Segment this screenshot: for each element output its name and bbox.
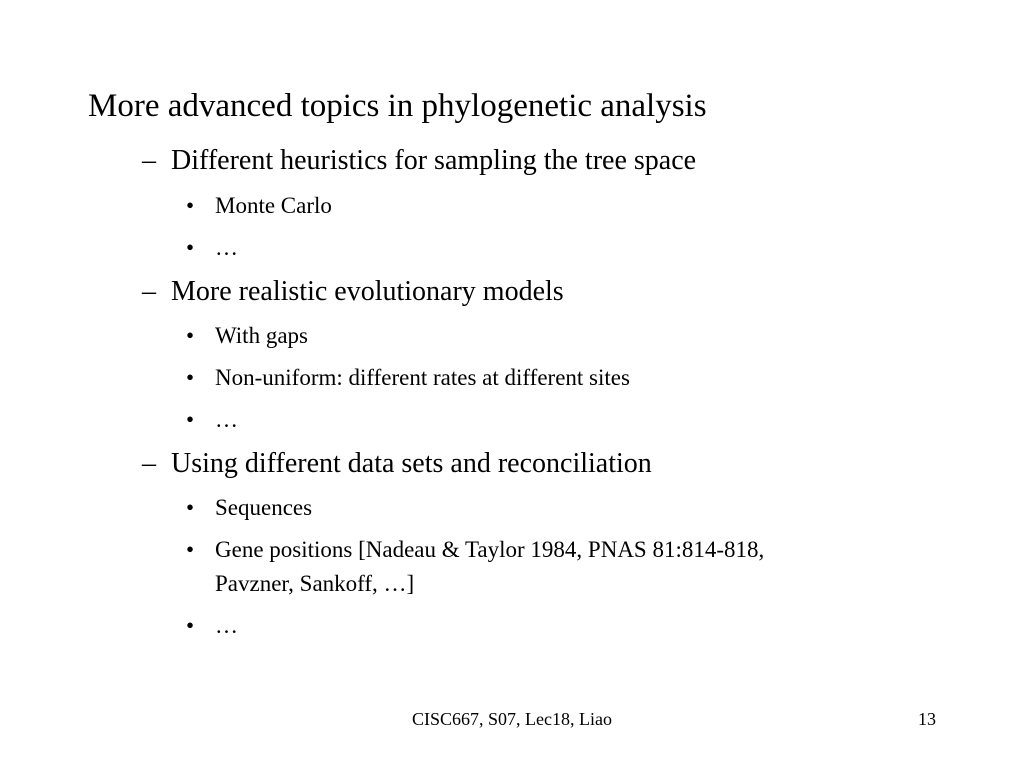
- slide-footer: [0, 708, 1024, 730]
- footer-text: CISC667, S07, Lec18, Liao: [412, 709, 612, 729]
- dash-marker: –: [142, 448, 156, 479]
- slide-heading: More advanced topics in phylogenetic analysis: [88, 88, 707, 124]
- section-title: Using different data sets and reconciliation: [171, 448, 652, 479]
- bullet-continuation-text: Pavzner, Sankoff, …]: [215, 571, 415, 596]
- bullet-text: Monte Carlo: [215, 193, 332, 218]
- bullet-text: Gene positions [Nadeau & Taylor 1984, PNAS 81:814-818,: [215, 537, 765, 562]
- bullet-marker: •: [186, 613, 195, 638]
- bullet-marker: •: [186, 407, 195, 432]
- bullet-text: Non-uniform: different rates at different sites: [215, 365, 630, 390]
- bullet-text: Sequences: [215, 495, 313, 520]
- bullet-text: …: [215, 407, 238, 432]
- bullet-text: …: [215, 235, 238, 260]
- bullet-marker: •: [186, 495, 195, 520]
- section-title: More realistic evolutionary models: [171, 276, 564, 307]
- bullet-marker: •: [186, 235, 195, 260]
- dash-marker: –: [142, 145, 156, 176]
- page-number: 13: [918, 709, 936, 729]
- section-title: Different heuristics for sampling the tree space: [171, 145, 697, 176]
- bullet-text: …: [215, 613, 238, 638]
- dash-marker: –: [142, 276, 156, 307]
- bullet-marker: •: [186, 193, 195, 218]
- bullet-marker: •: [186, 323, 195, 348]
- bullet-marker: •: [186, 537, 195, 562]
- bullet-text: With gaps: [215, 323, 308, 348]
- bullet-marker: •: [186, 365, 195, 390]
